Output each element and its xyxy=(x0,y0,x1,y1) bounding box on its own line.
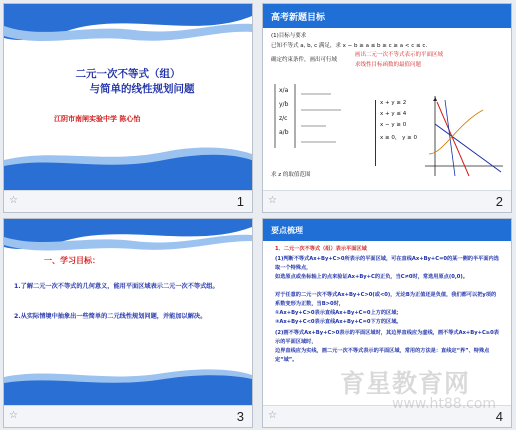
slide-star-icon[interactable]: ☆ xyxy=(268,195,277,206)
svg-text:y/b: y/b xyxy=(279,101,289,108)
slide-text-line: 确定约束条件，画出可行域 xyxy=(271,57,338,63)
slide-text-line: 已知不等式 a, b, c 满足，求 x − b ≥ a ≤ b ≥ c ≥ a < c ≤ c. xyxy=(271,43,428,49)
constraint-brace xyxy=(375,100,415,166)
slide-header-title: 高考新题目标 xyxy=(271,13,326,23)
watermark-text: 育星教育网 xyxy=(340,369,471,398)
thumbnail-footer xyxy=(263,190,511,212)
slide-red-note: 求线性目标函数的最值问题 xyxy=(355,62,422,68)
key-point-text: (1)判断不等式Ax+By+C>0所表示的平面区域，可在直线Ax+By+C=0的某一侧的半平面内选取一个特殊点， xyxy=(275,256,499,271)
slide-star-icon[interactable]: ☆ xyxy=(9,195,18,206)
watermark-url: www.ht88.com xyxy=(392,396,497,412)
slide-number: 4 xyxy=(495,409,503,424)
constraint-line: x + y ≤ 4 xyxy=(380,111,407,117)
slide-header-bar xyxy=(263,4,511,28)
objective-paragraph-2: 2.从实际情境中抽象出一些简单的二元线性规划问题，并能加以解决。 xyxy=(14,313,207,320)
constraint-line: x ≥ 0， y ≥ 0 xyxy=(380,135,417,141)
key-point-text: 边界直线应为实线，画二元一次不等式表示的平面区域，常用的方法是：直线定“界”、特殊点定“域”。 xyxy=(275,348,490,363)
slide-star-icon[interactable]: ☆ xyxy=(268,410,277,421)
slide-author: 江阴市南闸实验中学 陈心怡 xyxy=(54,115,141,123)
slide-red-note: 画出二元一次不等式表示的平面区域 xyxy=(355,52,444,58)
svg-text:z/c: z/c xyxy=(279,115,288,122)
slide-text-line: 求 z 的取值范围 xyxy=(271,172,311,178)
key-point-text: 对于任意的二元一次不等式Ax+By+C>0(或<0)，无论B为正值还是负值，我们都可以把y项的系数变形为正数，当B>0时， xyxy=(275,292,497,307)
slide-title-line1: 二元一次不等式（组） xyxy=(75,68,181,80)
slide-title-line2: 与简单的线性规划问题 xyxy=(89,83,195,95)
key-point-text: ①Ax+By+C>0表示直线Ax+By+C=0上方的区域； xyxy=(275,310,402,316)
constraint-line: x + y ≥ 2 xyxy=(380,100,407,106)
slide-canvas xyxy=(4,4,252,190)
slide-text-line: (1)目标与要求 xyxy=(271,33,307,39)
svg-text:a/b: a/b xyxy=(279,129,289,136)
key-point-title: 1．二元一次不等式（组）表示平面区域 xyxy=(275,246,367,252)
thumbnail-footer xyxy=(4,190,252,212)
slide-header-title: 要点梳理 xyxy=(271,226,303,235)
slide-number: 2 xyxy=(495,194,503,209)
thumbnail-footer xyxy=(4,405,252,427)
section-heading: 一、学习目标： xyxy=(44,256,100,265)
svg-text:x/a: x/a xyxy=(279,87,289,94)
slide-number: 3 xyxy=(236,409,244,424)
slide-number: 1 xyxy=(236,194,244,209)
slide-star-icon[interactable]: ☆ xyxy=(9,410,18,421)
key-point-text: 如选原点或坐标轴上的点来验证Ax+By+C的正负，当C≠0时，常选用原点(0,0)。 xyxy=(275,274,468,280)
objective-paragraph-1: 1.了解二元一次不等式的几何意义，能用平面区域表示二元一次不等式组。 xyxy=(14,283,219,290)
slide-thumbnail-2[interactable] xyxy=(262,3,512,213)
slide-header-bar xyxy=(263,219,511,241)
slide-thumbnail-1[interactable] xyxy=(3,3,253,213)
wave-decoration-top xyxy=(4,219,252,257)
wave-decoration-bottom xyxy=(4,365,252,405)
slide-canvas xyxy=(4,219,252,405)
formula-illustration xyxy=(271,74,371,162)
key-point-text: ②Ax+By+C<0表示直线Ax+By+C=0下方的区域。 xyxy=(275,319,402,325)
wave-decoration-top xyxy=(4,4,252,52)
feasible-region-graph xyxy=(423,94,505,180)
wave-decoration-bottom xyxy=(4,142,252,190)
key-point-text: (2)画不等式Ax+By+C>0表示的平面区域时，其边界直线应为虚线，画不等式Ax+By+C≥0表示的平面区域时， xyxy=(275,330,499,345)
slide-canvas xyxy=(263,4,511,190)
slide-thumbnail-3[interactable] xyxy=(3,218,253,428)
constraint-line: x − y ≥ 0 xyxy=(380,122,407,128)
